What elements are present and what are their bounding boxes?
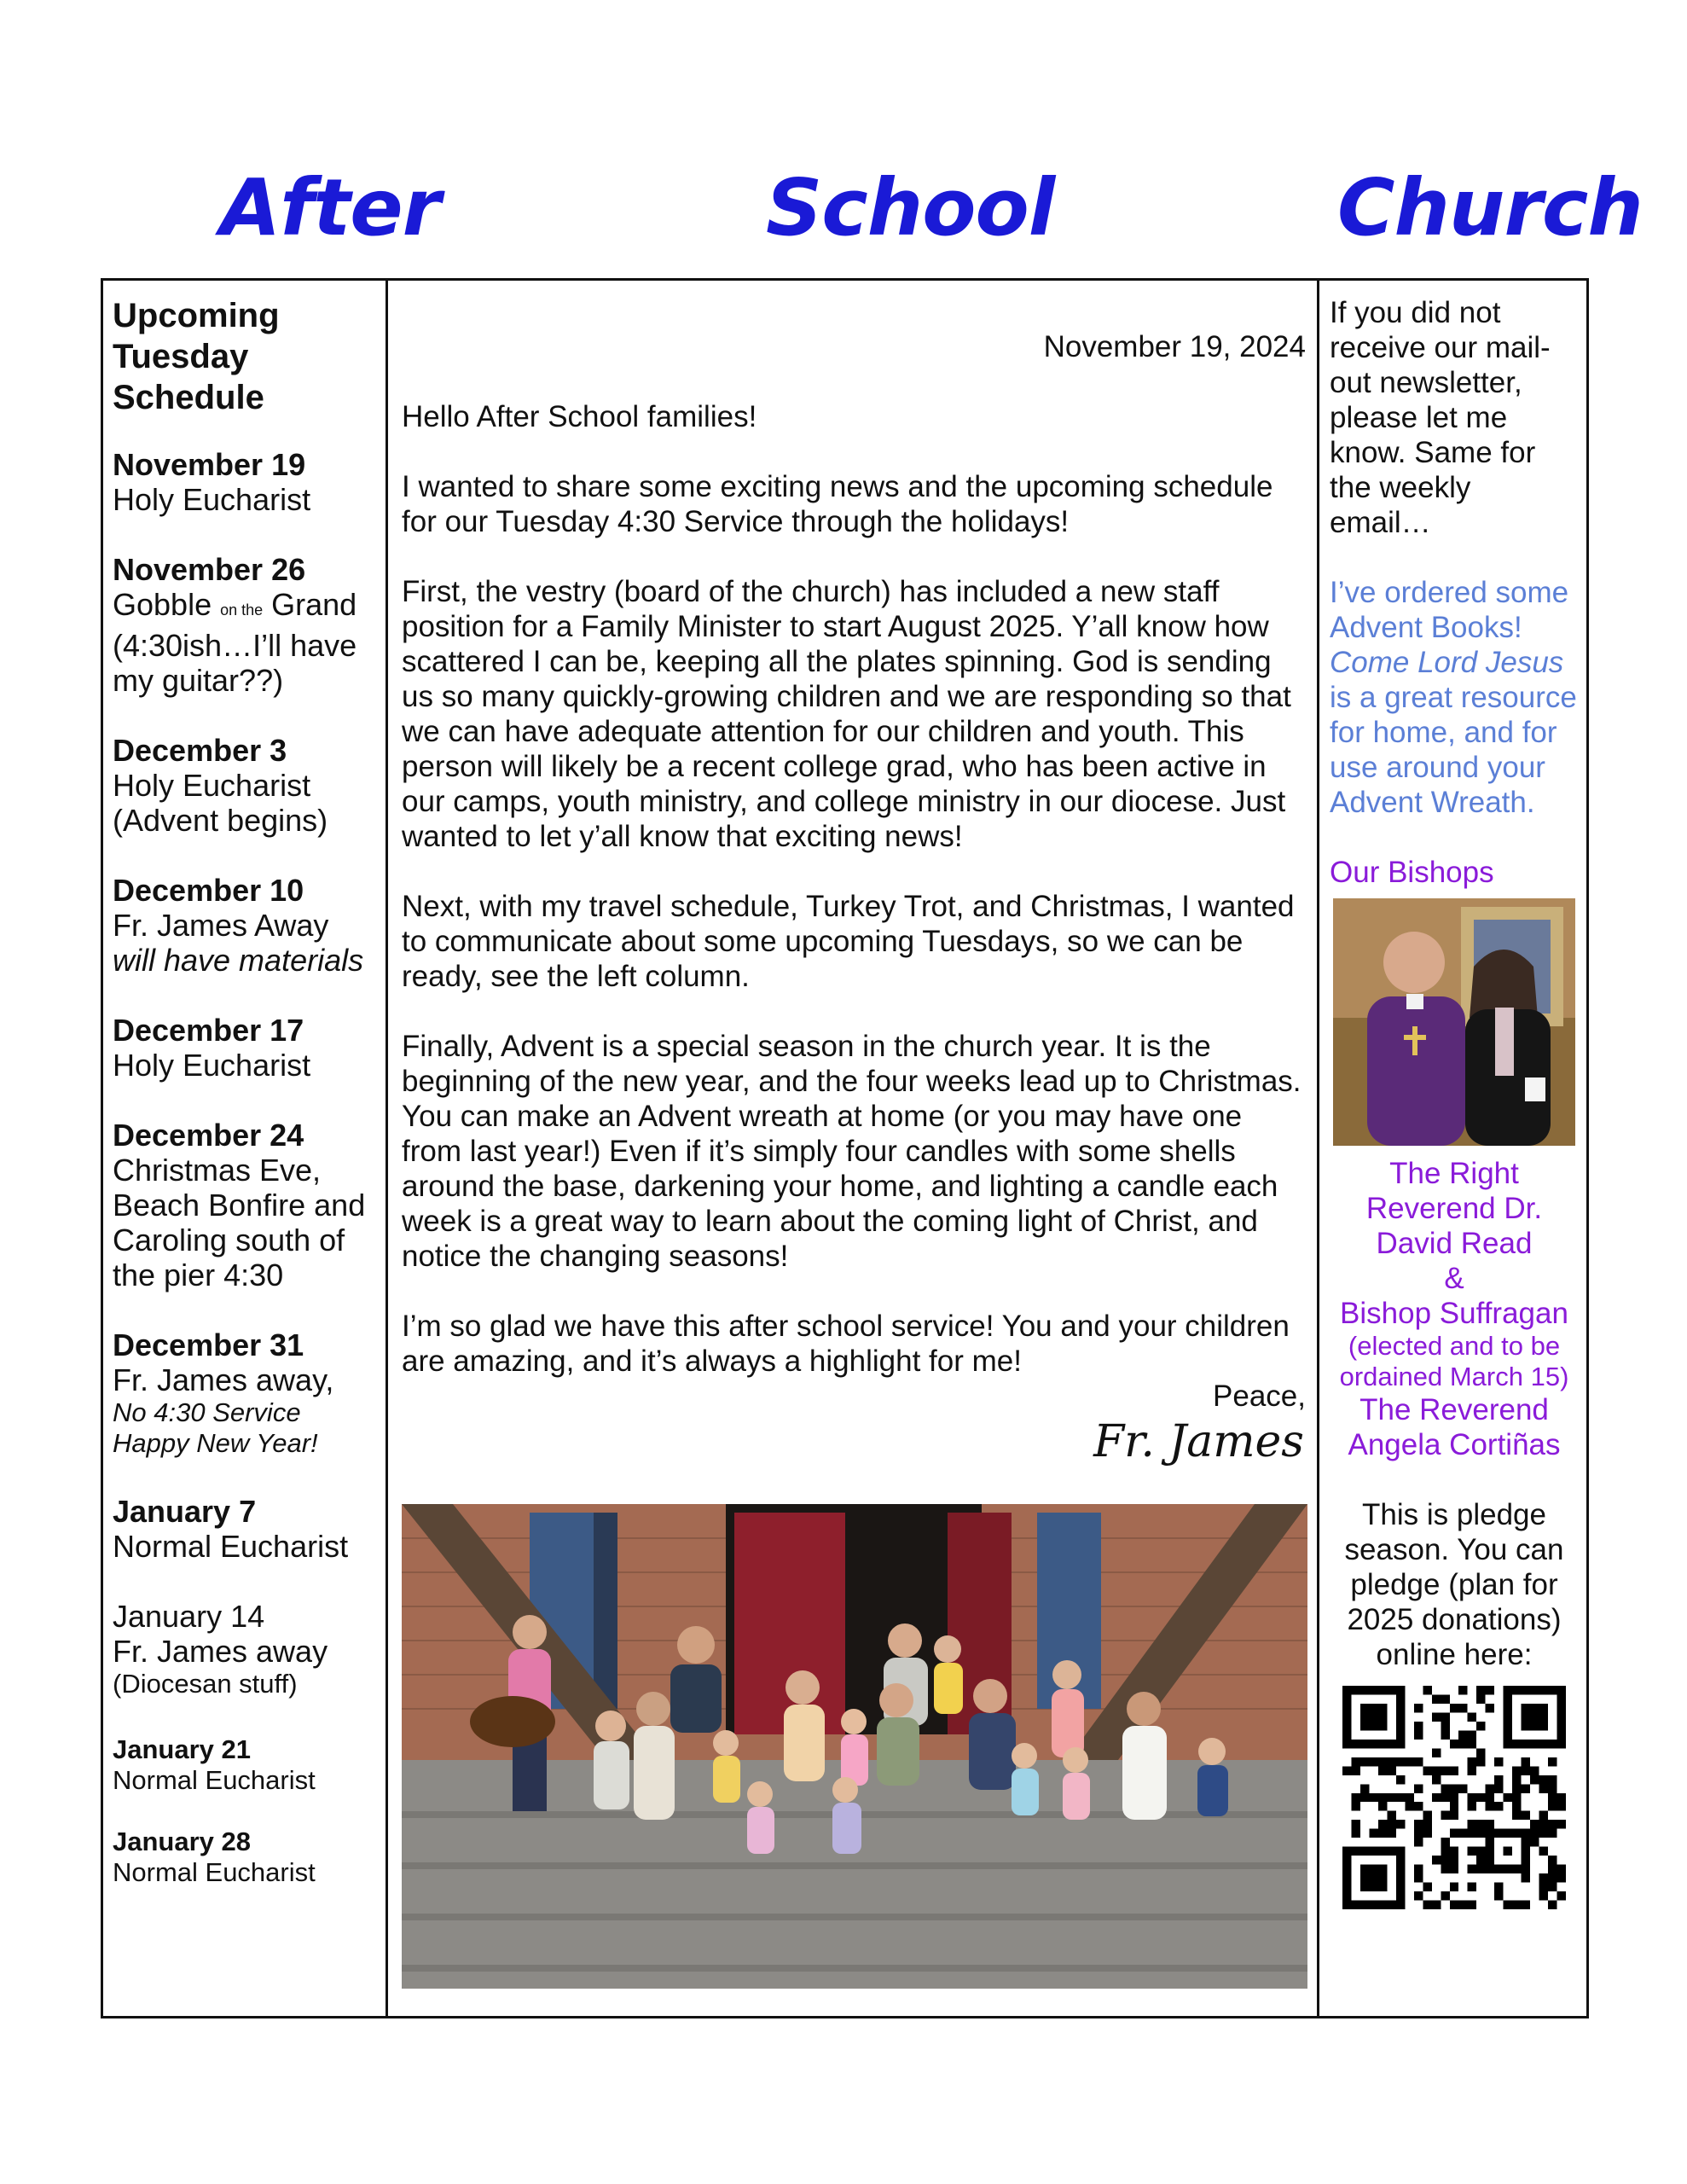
schedule-text: Holy Eucharist [113, 768, 311, 803]
bishop-suffragan: The Reverend Angela Cortiñas [1348, 1393, 1561, 1461]
letter-paragraph: Finally, Advent is a special season in the church year. It is the beginning of the new year, and the four weeks lead up to Christmas. You can make an Advent wreath at home (or you may have one from last year!) Even if it’s simply four candles with some shells around the base, darkening your home, and lighting a candle each week is a great way to learn about the coming light of Christ, and notice the changing seasons! [402, 1030, 1301, 1273]
schedule-text: (4:30ish…I’ll have my guitar??) [113, 628, 357, 698]
bishops-heading: Our Bishops [1330, 856, 1494, 889]
schedule-date: December 3 [113, 733, 287, 768]
schedule-text: Fr. James away [113, 1634, 328, 1669]
letter-paragraph: I’m so glad we have this after school service! You and your children are amazing, and it’s always a highlight for me! [402, 1310, 1290, 1378]
schedule-date: December 10 [113, 873, 304, 908]
schedule-entry-jan21 [113, 1734, 376, 1796]
advent-book-title: Come Lord Jesus [1330, 646, 1564, 679]
schedule-text-small: on the [220, 601, 264, 619]
schedule-text-part: Gobble [113, 587, 221, 622]
schedule-date: December 31 [113, 1327, 304, 1362]
schedule-text: will have materials [113, 943, 364, 978]
schedule-text-part: Grand [263, 587, 357, 622]
schedule-date: January 28 [113, 1827, 251, 1856]
schedule-entry-jan14 [113, 1599, 376, 1699]
bishop-suffragan-note: (elected and to be ordained March 15) [1339, 1331, 1569, 1391]
schedule-text: Fr. James Away [113, 908, 329, 943]
schedule-date: January 21 [113, 1734, 251, 1764]
group-photo [402, 1504, 1307, 1989]
ampersand: & [1444, 1262, 1464, 1295]
schedule-date: January 7 [113, 1494, 257, 1529]
newsletter-note: If you did not receive our mail-out newsletter, please let me know. Same for the weekly email… [1330, 296, 1551, 539]
schedule-text: Holy Eucharist [113, 1048, 311, 1083]
schedule-date: November 19 [113, 447, 306, 482]
schedule-entry-nov26 [113, 552, 376, 698]
advent-books-note [1330, 575, 1579, 820]
advent-books-text: is a great resource for home, and for use around your Advent Wreath. [1330, 681, 1577, 819]
letter-greeting: Hello After School families! [402, 400, 757, 433]
schedule-entry-dec3 [113, 733, 376, 838]
schedule-column [101, 278, 388, 1923]
letter-column [388, 278, 1319, 1989]
letter-paragraph: Next, with my travel schedule, Turkey Trot, and Christmas, I wanted to communicate about some upcoming Tuesdays, so we can be ready, see the left column. [402, 890, 1295, 993]
letter-paragraph: I wanted to share some exciting news and the upcoming schedule for our Tuesday 4:30 Service through the holidays! [402, 470, 1273, 538]
schedule-text [113, 587, 376, 628]
schedule-entry-jan28 [113, 1827, 376, 1888]
pledge-note: This is pledge season. You can pledge (plan for 2025 donations) online here: [1344, 1498, 1564, 1671]
schedule-heading: Upcoming Tuesday Schedule [113, 297, 280, 416]
title-after: After [220, 162, 440, 253]
schedule-date: December 17 [113, 1013, 304, 1048]
schedule-text: Happy New Year! [113, 1428, 318, 1458]
schedule-text: Normal Eucharist [113, 1529, 349, 1564]
info-column [1319, 278, 1589, 1909]
schedule-date: November 26 [113, 552, 306, 587]
letter-paragraph: First, the vestry (board of the church) has included a new staff position for a Family Minister to start August 2025. Y’all know how scattered I can be, keeping all the plates spinning. God is sending us so many quickly-growing children and we are responding so that we can have adequate attention for our children and youth. This person will likely be a recent college grad, who has been active in our camps, youth ministry, and college ministry in our diocese. Just wanted to let y’all know that exciting news! [402, 575, 1291, 853]
schedule-entry-dec31 [113, 1327, 376, 1459]
schedule-entry-dec17 [113, 1013, 376, 1083]
schedule-entry-dec10 [113, 873, 376, 978]
schedule-text: Holy Eucharist [113, 482, 311, 517]
schedule-text: (Advent begins) [113, 803, 328, 838]
schedule-text: (Diocesan stuff) [113, 1669, 298, 1699]
schedule-entry-nov19 [113, 447, 376, 517]
advent-books-text: I’ve ordered some Advent Books! [1330, 576, 1569, 644]
bishop-suffragan-title: Bishop Suffragan [1340, 1297, 1568, 1330]
bishops-photo [1333, 898, 1575, 1146]
schedule-text: Christmas Eve, Beach Bonfire and Caroling south of the pier 4:30 [113, 1153, 366, 1292]
schedule-text: Normal Eucharist [113, 1765, 316, 1795]
letter-date: November 19, 2024 [1043, 330, 1306, 363]
schedule-text: Fr. James away, [113, 1362, 334, 1397]
schedule-entry-jan7 [113, 1494, 376, 1564]
bishop-diocesan: The Right Reverend Dr. David Read [1365, 1157, 1543, 1260]
schedule-text: Normal Eucharist [113, 1857, 316, 1887]
schedule-date: January 14 [113, 1599, 265, 1634]
letter-closing: Peace, [1213, 1380, 1306, 1413]
schedule-text: No 4:30 Service [113, 1397, 301, 1427]
schedule-date: December 24 [113, 1118, 304, 1153]
schedule-entry-dec24 [113, 1118, 376, 1292]
pledge-qr-code[interactable] [1342, 1686, 1566, 1909]
letter-signature: Fr. James [1093, 1416, 1304, 1467]
title-school: School [766, 162, 1055, 253]
title-church: Church [1337, 162, 1643, 253]
